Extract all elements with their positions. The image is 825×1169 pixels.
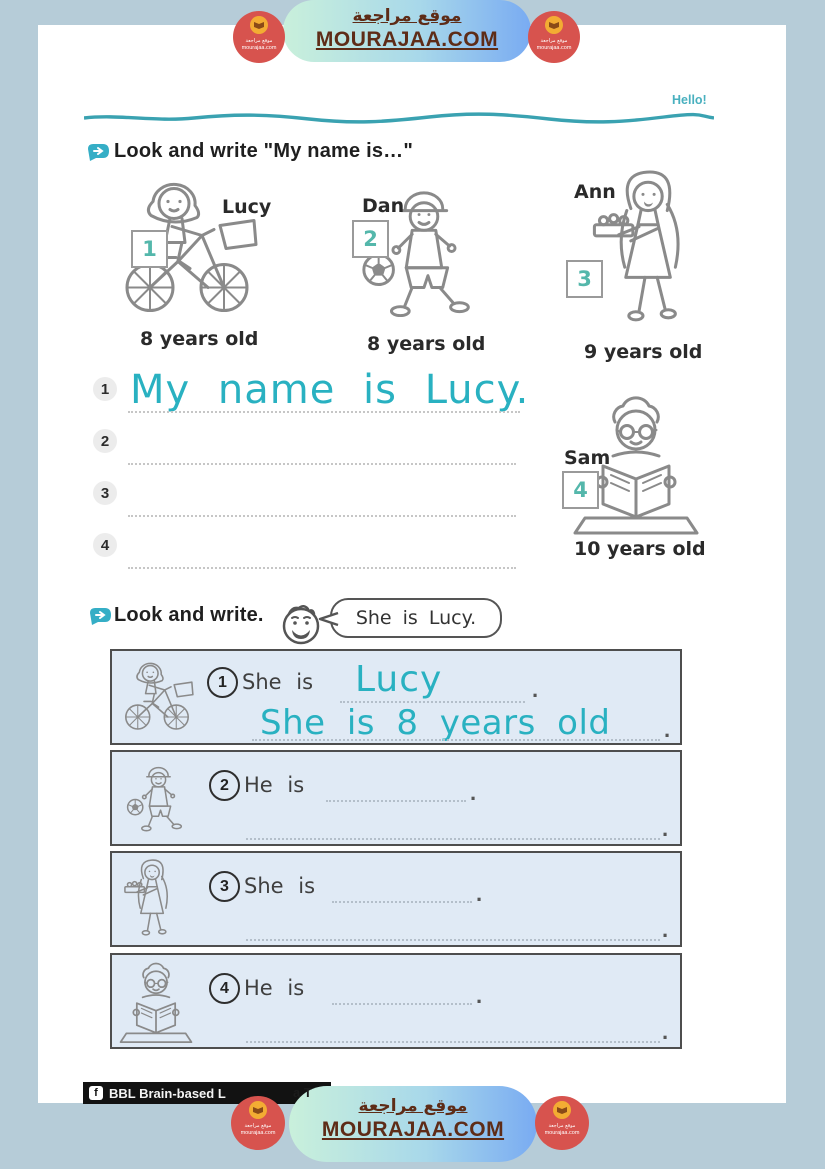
box-3-blank-line-1	[332, 901, 472, 903]
period-mark: .	[470, 780, 477, 805]
pencil-arrow-icon	[86, 142, 110, 162]
seal-domain-text: mourajaa.com	[544, 1130, 580, 1136]
speech-bubble-tail	[318, 610, 340, 628]
box-3-blank-line-2	[246, 939, 660, 941]
period-mark: .	[662, 917, 669, 942]
character-name-ann: Ann	[574, 181, 616, 203]
box-1-answer-line2: She is 8 years old	[260, 703, 611, 743]
character-number-box-2: 2	[352, 220, 389, 258]
header-right-seal	[528, 11, 580, 63]
line-number-1: 1	[93, 377, 117, 401]
speech-bubble: She is Lucy.	[330, 598, 502, 638]
box-number-1: 1	[207, 667, 238, 698]
answer-box-2	[110, 750, 682, 846]
header-left-seal	[233, 11, 285, 63]
period-mark: .	[476, 983, 483, 1008]
seal-book-icon	[553, 1101, 571, 1119]
period-mark: .	[476, 881, 483, 906]
box-1-answer-name: Lucy	[355, 659, 443, 700]
box-3-prompt: She is	[244, 874, 316, 898]
seal-book-icon	[249, 1101, 267, 1119]
character-name-sam: Sam	[564, 447, 611, 469]
box-1-prompt: She is	[242, 670, 314, 694]
character-age-sam: 10 years old	[574, 538, 706, 560]
exercise1-title: Look and write "My name is…"	[114, 140, 414, 162]
answer-box-1	[110, 649, 682, 745]
character-number-box-1: 1	[131, 230, 168, 268]
footer-credit-text: BBL Brain-based L	[109, 1085, 226, 1101]
seal-book-icon	[250, 16, 268, 34]
banner-domain: MOURAJAA.COM	[315, 28, 499, 51]
hello-label: Hello!	[672, 93, 707, 107]
character-age-lucy: 8 years old	[140, 328, 259, 350]
footer-right-seal	[535, 1096, 589, 1150]
period-mark: .	[532, 677, 539, 702]
write-line-4	[128, 567, 516, 569]
box-1-blank-line-2	[252, 739, 660, 741]
seal-domain-text: mourajaa.com	[241, 45, 277, 51]
teal-wavy-divider	[84, 112, 714, 124]
write-line-3	[128, 515, 516, 517]
banner-arabic-title: موقع مراجعة	[358, 1096, 468, 1116]
ann-tray-thumbnail	[120, 856, 180, 942]
banner-arabic-title: موقع مراجعة	[352, 6, 462, 26]
character-name-lucy: Lucy	[222, 196, 272, 218]
seal-domain-text: mourajaa.com	[240, 1130, 276, 1136]
line-1-answer: My name is Lucy.	[130, 367, 530, 413]
banner-domain: MOURAJAA.COM	[321, 1118, 505, 1141]
footer-credit-fragment: a T	[293, 1085, 312, 1100]
character-age-ann: 9 years old	[584, 341, 703, 363]
period-mark: .	[662, 1019, 669, 1044]
line-number-3: 3	[93, 481, 117, 505]
box-2-blank-line-1	[326, 800, 466, 802]
lucy-tricycle-thumbnail	[118, 655, 196, 739]
facebook-icon: f	[89, 1086, 103, 1100]
seal-domain-text: mourajaa.com	[536, 45, 572, 51]
dan-football-thumbnail	[120, 756, 196, 840]
seal-arabic-text: موقع مراجعة	[540, 38, 568, 44]
box-number-3: 3	[209, 871, 240, 902]
footer-left-seal	[231, 1096, 285, 1150]
line-number-4: 4	[93, 533, 117, 557]
seal-arabic-text: موقع مراجعة	[245, 38, 273, 44]
period-mark: .	[662, 816, 669, 841]
write-line-1	[128, 411, 520, 413]
box-2-blank-line-2	[246, 838, 660, 840]
write-line-2	[128, 463, 516, 465]
box-number-4: 4	[209, 973, 240, 1004]
seal-arabic-text: موقع مراجعة	[548, 1123, 576, 1129]
seal-book-icon	[545, 16, 563, 34]
box-number-2: 2	[209, 770, 240, 801]
character-age-dan: 8 years old	[367, 333, 486, 355]
answer-box-4	[110, 953, 682, 1049]
box-4-blank-line-1	[332, 1003, 472, 1005]
character-number-box-4: 4	[562, 471, 599, 509]
answer-box-3	[110, 851, 682, 947]
box-2-prompt: He is	[244, 773, 305, 797]
exercise2-title: Look and write.	[114, 604, 264, 626]
header-mourajaa-banner	[283, 0, 531, 62]
line-number-2: 2	[93, 429, 117, 453]
box-4-blank-line-2	[246, 1041, 660, 1043]
box-4-prompt: He is	[244, 976, 305, 1000]
pencil-arrow-icon	[88, 606, 112, 626]
sam-reading-thumbnail	[118, 959, 194, 1045]
character-number-box-3: 3	[566, 260, 603, 298]
period-mark: .	[664, 717, 671, 742]
footer-mourajaa-banner	[289, 1086, 537, 1162]
character-name-dan: Dan	[362, 195, 405, 217]
seal-arabic-text: موقع مراجعة	[244, 1123, 272, 1129]
